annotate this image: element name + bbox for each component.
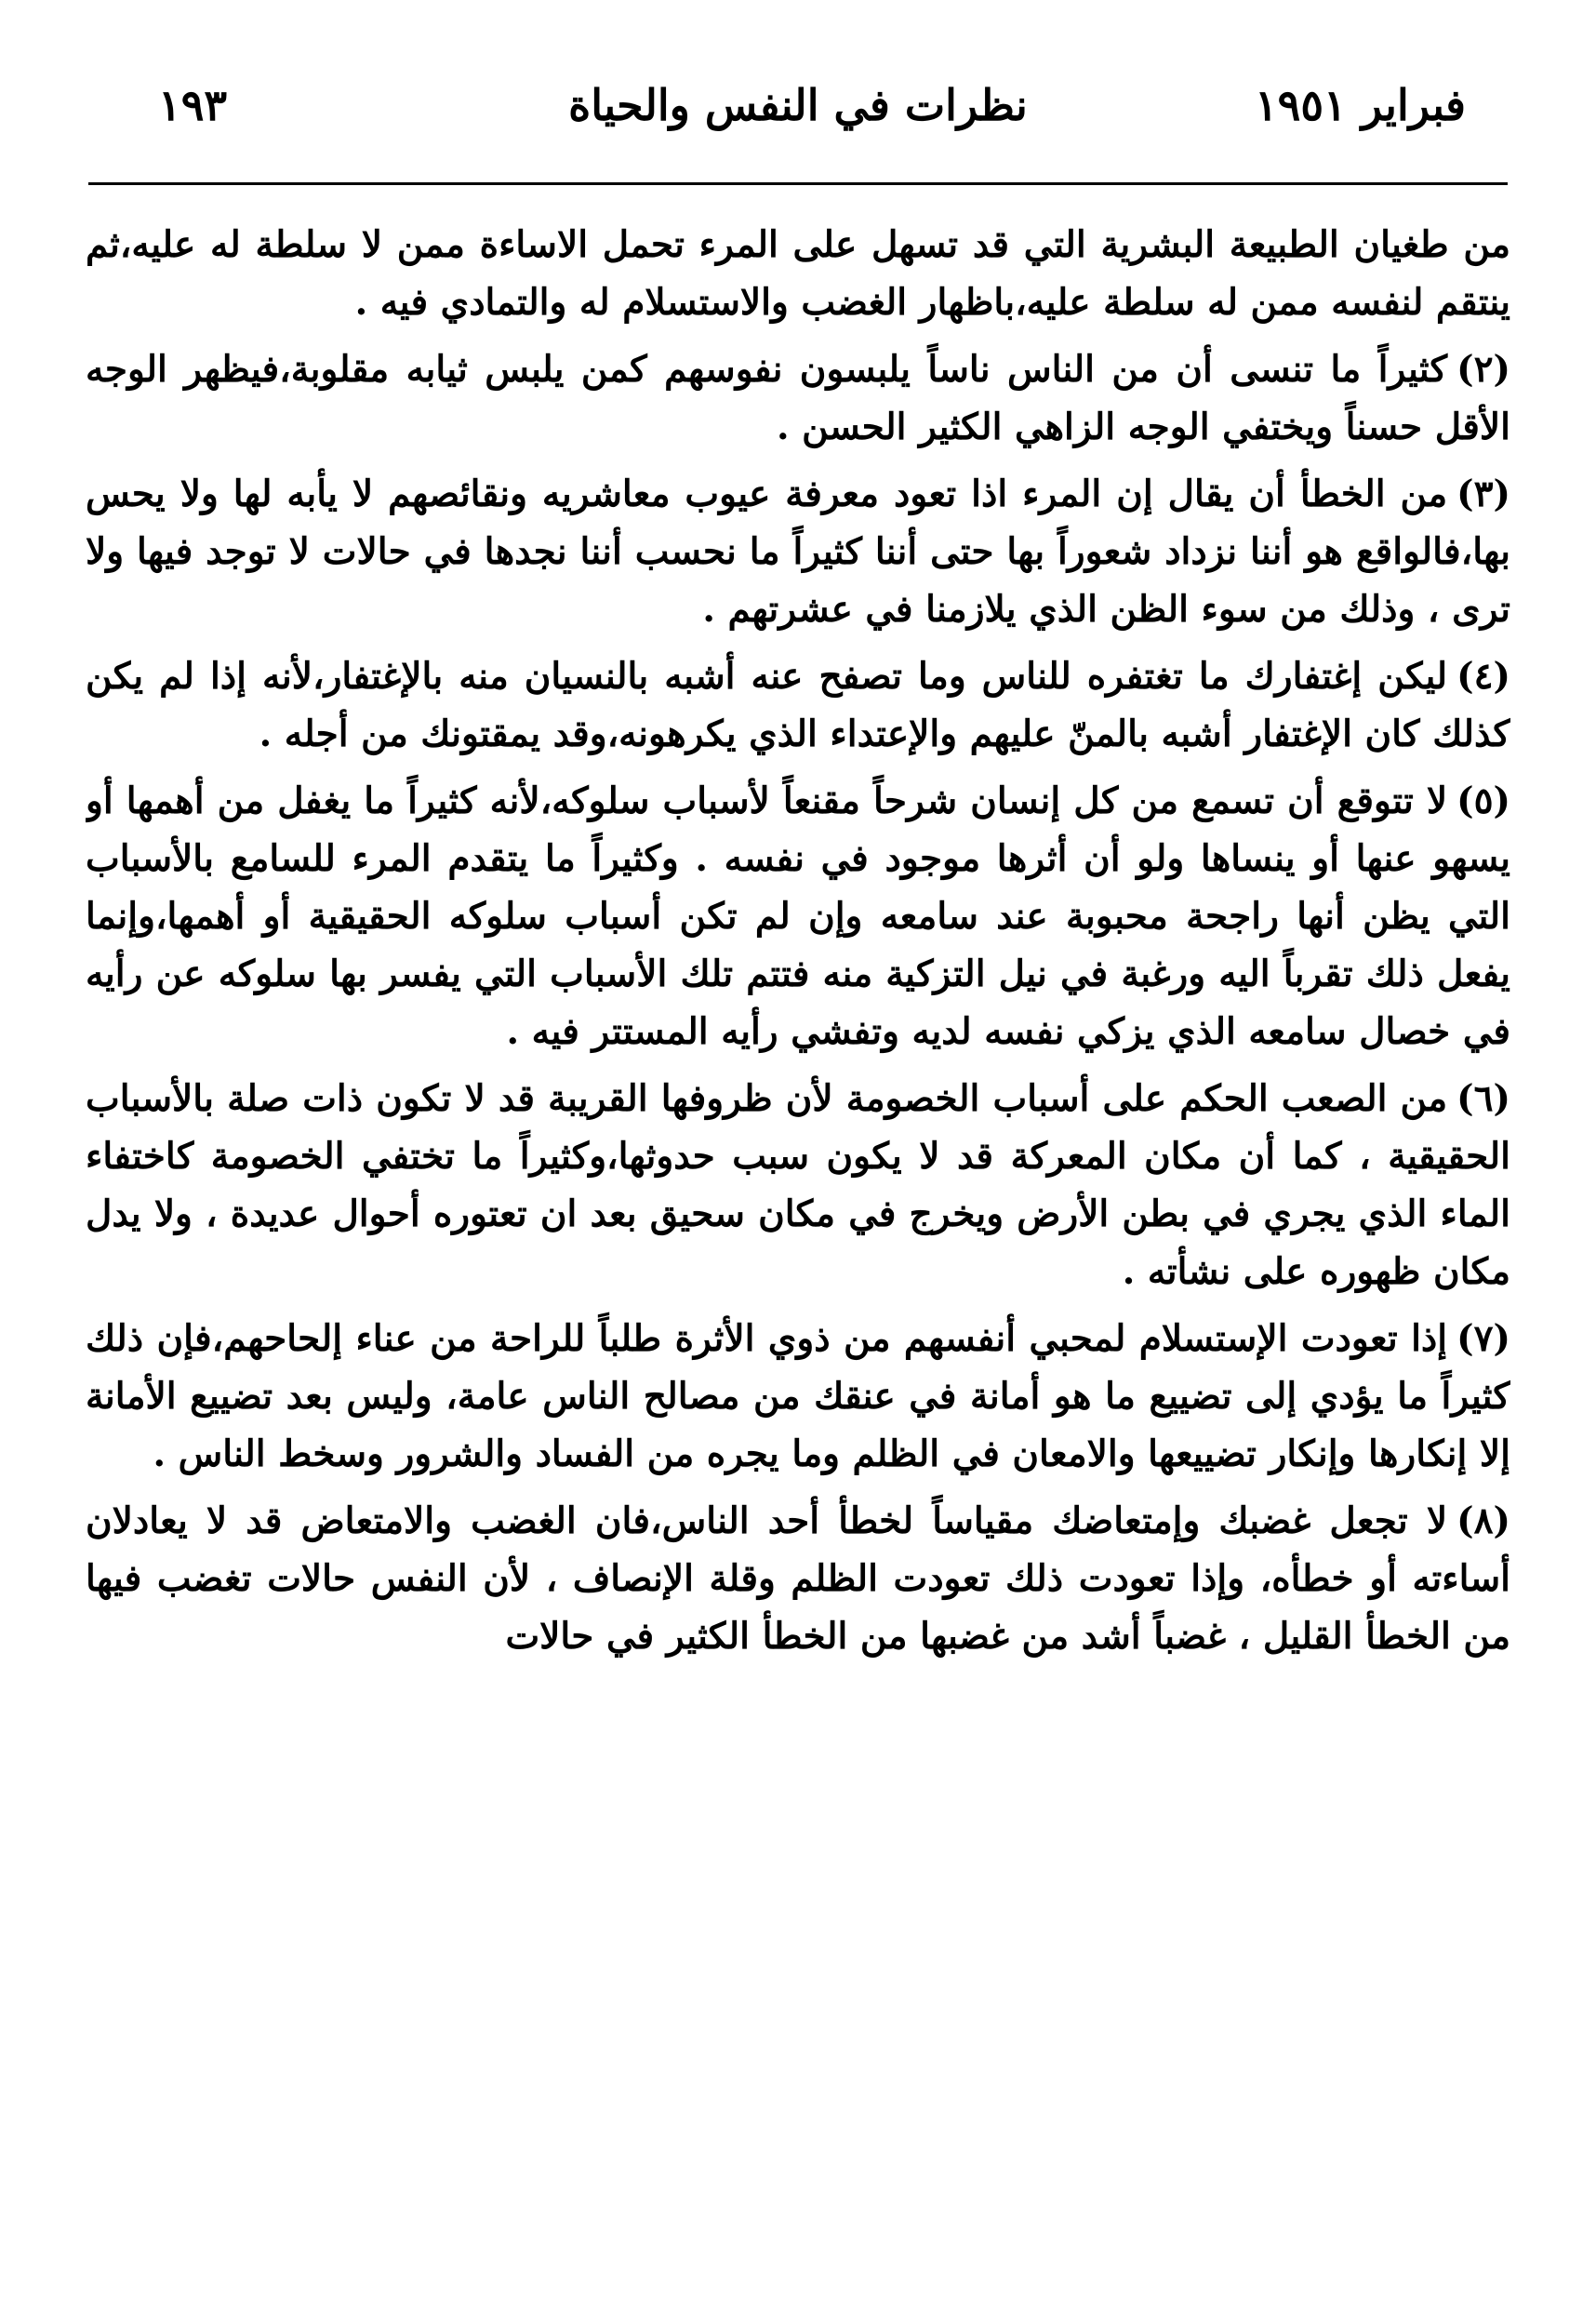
header-date: فبراير ١٩٥١: [1254, 80, 1466, 130]
paragraph-number: (٥): [1456, 779, 1510, 822]
paragraph-text: لا تتوقع أن تسمع من كل إنسان شرحاً مقنعاً لأسباب سلوكه،لأنه كثيراً ما يغفل من أهمها أو يسهو عنها أو ينساها ولو أن أثرها موجود في نفسه . وكثيراً ما يتقدم المرء للسامع بالأسباب التي يظن أنها راجحة محبوبة عند سامعه وإن لم تكن أسباب سلوكه الحقيقية أو أهمها،وإنما يفعل ذلك تقرباً اليه ورغبة في نيل التزكية منه فتتم تلك الأسباب التي يفسر بها سلوكه عن رأيه في خصال سامعه الذي يزكي نفسه لديه وتفشي رأيه المستتر فيه .: [86, 779, 1510, 1053]
paragraph-6: [86, 1070, 1510, 1300]
page-number: ١٩٣: [158, 80, 228, 130]
paragraph-number: (٣): [1456, 473, 1510, 515]
paragraph-8: [86, 1492, 1510, 1665]
paragraph-3: [86, 465, 1510, 638]
paragraph-text: لا تجعل غضبك وإمتعاضك مقياساً لخطأ أحد الناس،فان الغضب والامتعاض قد لا يعادلان أساءته أو خطأه، وإذا تعودت ذلك تعودت الظلم وقلة الإنصاف ، لأن النفس حالات تغضب فيها من الخطأ القليل ، غضباً أشد من غضبها من الخطأ الكثير في حالات: [86, 1499, 1510, 1658]
paragraph-text: من الصعب الحكم على أسباب الخصومة لأن ظروفها القريبة قد لا تكون ذات صلة بالأسباب الحقيقية ، كما أن مكان المعركة قد لا يكون سبب حدوثها،وكثيراً ما تختفي الخصومة كاختفاء الماء الذي يجري في بطن الأرض ويخرج في مكان سحيق بعد ان تعتوره أحوال عديدة ، ولا يدل مكان ظهوره على نشأته .: [86, 1077, 1510, 1293]
paragraph-7: [86, 1310, 1510, 1483]
paragraph-text: من طغيان الطبيعة البشرية التي قد تسهل على المرء تحمل الاساءة ممن لا سلطة له عليه،ثم ينتقم لنفسه ممن له سلطة عليه،باظهار الغضب والاستسلام له والتمادي فيه .: [86, 223, 1510, 324]
paragraph-text: كثيراً ما تنسى أن من الناس ناساً يلبسون نفوسهم كمن يلبس ثيابه مقلوبة،فيظهر الوجه الأقل حسناً ويختفي الوجه الزاهي الكثير الحسن .: [86, 348, 1510, 448]
page-header: [130, 73, 1466, 138]
paragraph-2: [86, 340, 1510, 456]
header-title: نظرات في النفس والحياة: [568, 80, 1028, 130]
paragraph-continuation: [86, 216, 1510, 331]
paragraph-number: (٤): [1456, 655, 1510, 698]
paragraph-number: (٦): [1456, 1077, 1510, 1120]
paragraph-5: [86, 772, 1510, 1060]
paragraph-number: (٧): [1456, 1317, 1510, 1360]
header-divider: [88, 182, 1508, 185]
paragraph-number: (٢): [1456, 348, 1510, 391]
paragraph-4: [86, 647, 1510, 763]
paragraph-text: إذا تعودت الإستسلام لمحبي أنفسهم من ذوي الأثرة طلباً للراحة من عناء إلحاحهم،فإن ذلك كثيراً ما يؤدي إلى تضييع ما هو أمانة في عنقك من مصالح الناس عامة، وليس بعد تضييع الأمانة إلا إنكارها وإنكار تضييعها والامعان في الظلم وما يجره من الفساد والشرور وسخط الناس .: [86, 1317, 1510, 1475]
paragraph-text: ليكن إغتفارك ما تغتفره للناس وما تصفح عنه أشبه بالنسيان منه بالإغتفار،لأنه إذا لم يكن كذلك كان الإغتفار أشبه بالمنّ عليهم والإعتداء الذي يكرهونه،وقد يمقتونك من أجله .: [86, 655, 1510, 755]
paragraph-number: (٨): [1456, 1499, 1510, 1542]
page-body: [86, 216, 1510, 2268]
paragraph-text: من الخطأ أن يقال إن المرء اذا تعود معرفة عيوب معاشريه ونقائصهم لا يأبه لها ولا يحس بها،فالواقع هو أننا نزداد شعوراً بها حتى أننا كثيراً ما نحسب أننا نجدها في حالات لا توجد فيها ولا ترى ، وذلك من سوء الظن الذي يلازمنا في عشرتهم .: [86, 473, 1510, 631]
